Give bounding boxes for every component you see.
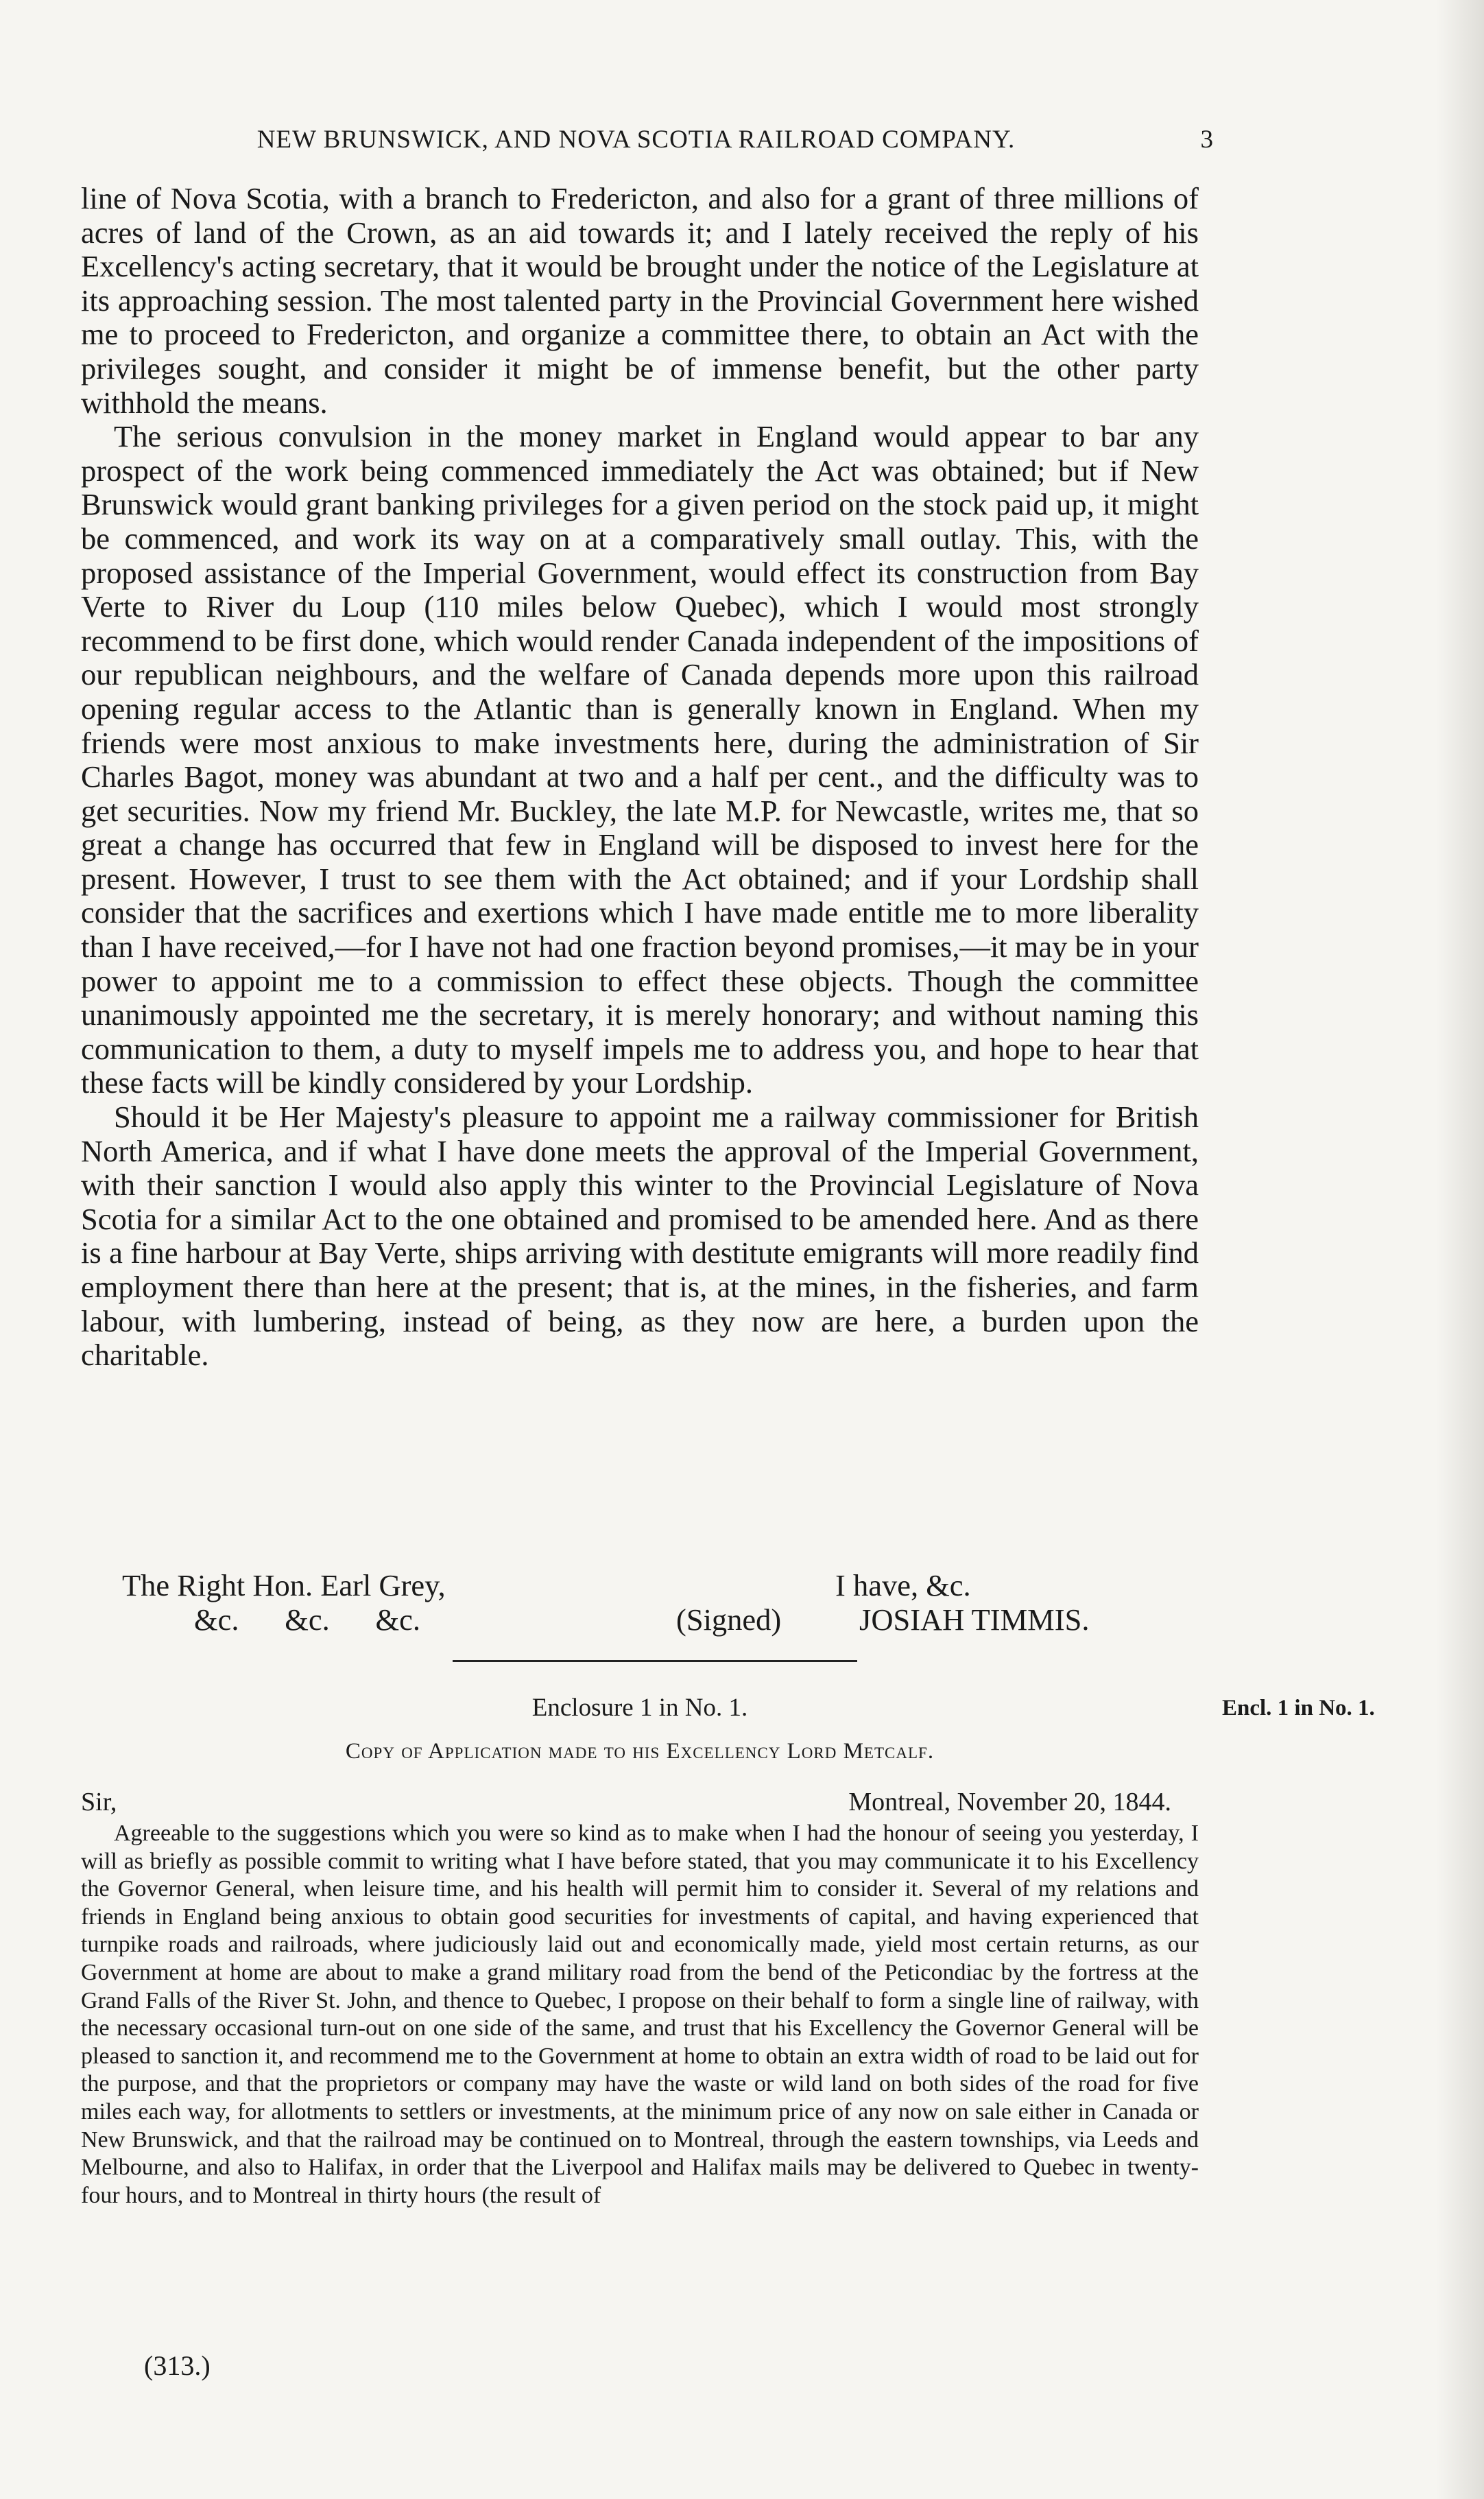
- enclosure-body: [81, 1820, 1199, 2210]
- page-number: 3: [1200, 126, 1214, 154]
- letter-closing: [81, 1567, 1199, 1636]
- section-divider: [453, 1660, 857, 1662]
- page-edge-shadow: [1436, 0, 1484, 2499]
- letter-paragraph: line of Nova Scotia, with a branch to Fredericton, and also for a grant of three millions of acres of land of the Crown, as an aid towards it; and I lately received the reply of his Excellency's acting secretary, that it would be brought under the notice of the Legislature at its approaching session. The most talented party in the Provincial Government here wished me to proceed to Fredericton, and organize a committee there, to obtain an Act with the privileges sought, and consider it might be of immense benefit, but the other party withhold the means.: [81, 181, 1199, 420]
- closing-have: I have, &c.: [835, 1568, 971, 1602]
- enclosure-paragraph: Agreeable to the suggestions which you were so kind as to make when I had the honour of seeing you yesterday, I will as briefly as possible commit to writing what I have before stated, that you may communicate it to his Excellency the Governor General, when leisure time, and his health will permit him to consider it. Several of my relations and friends in England being anxious to obtain good securities for investments of capital, and having experienced that turnpike roads and railroads, where judiciously laid out and economically made, yield most certain returns, as our Government at home are about to make a grand military road from the bend of the Peticondiac by the fortress at the Grand Falls of the River St. John, and thence to Quebec, I propose on their behalf to form a single line of railway, with the necessary occasional turn-out on one side of the same, and trust that his Excellency the Governor General will be pleased to sanction it, and recommend me to the Government at home to obtain an extra width of road to be laid out for the purpose, and that the proprietors or company may have the waste or wild land on both sides of the road for five miles each way, for allotments to settlers or investments, at the minimum price of any now on sale either in Canada or New Brunswick, and that the railroad may be continued on to Montreal, through the eastern townships, via Leeds and Melbourne, and also to Halifax, in order that the Liverpool and Halifax mails may be delivered to Quebec in twenty-four hours, and to Montreal in thirty hours (the result of: [81, 1821, 1199, 2208]
- enclosure-heading: Enclosure 1 in No. 1.: [531, 1694, 748, 1722]
- letter-date: Montreal, November 20, 1844.: [848, 1788, 1171, 1816]
- letter-paragraph: The serious convulsion in the money market in England would appear to bar any prospect of the work being commenced immediately the Act was obtained; but if New Brunswick would grant banking privileges for a given period on the stock paid up, it might be commenced, and work its way on at a comparatively small outlay. This, with the proposed assistance of the Imperial Government, would effect its construction from Bay Verte to River du Loup (110 miles below Quebec), which I would most strongly recommend to be first done, which would render Canada independent of the impositions of our republican neighbours, and the welfare of Canada depends more upon this railroad opening regular access to the Atlantic than is generally known in England. When my friends were most anxious to make investments here, during the administration of Sir Charles Bagot, money was abundant at two and a half per cent., and the difficulty was to get securities. Now my friend Mr. Buckley, the late M.P. for Newcastle, writes me, that so great a change has occurred that few in England will be disposed to invest here for the present. However, I trust to see them with the Act obtained; and if your Lordship shall consider that the sacrifices and exertions which I have made entitle me to more liberality than I have received,—for I have not had one fraction beyond promises,—it may be in your power to appoint me to a commission to effect these objects. Though the committee unanimously appointed me the secretary, it is merely honorary; and without naming this communication to them, a duty to myself impels me to address you, and hope to hear that these facts will be kindly considered by your Lordship.: [81, 419, 1199, 1100]
- salutation-row: [81, 1787, 1199, 1817]
- letter-paragraph: Should it be Her Majesty's pleasure to appoint me a railway commissioner for British North America, and if what I have done meets the approval of the Imperial Government, with their sanction I would also apply this winter to the Provincial Legislature of Nova Scotia for a similar Act to the one obtained and promised to be amended here. And as there is a fine harbour at Bay Verte, ships arriving with destitute emigrants will more readily find employment there than here at the present; that is, at the mines, in the fisheries, and farm labour, with lumbering, instead of being, as they now are here, a burden upon the charitable.: [81, 1100, 1199, 1373]
- running-head-title: NEW BRUNSWICK, AND NOVA SCOTIA RAILROAD COMPANY.: [256, 126, 1016, 154]
- closing-signed: (Signed): [676, 1602, 782, 1637]
- closing-etc: &c. &c. &c.: [194, 1602, 420, 1637]
- running-head: [86, 125, 1214, 154]
- closing-addressee: The Right Hon. Earl Grey,: [122, 1568, 446, 1602]
- letter-body: [81, 182, 1199, 1373]
- signature-mark: (313.): [144, 2350, 211, 2381]
- salutation: Sir,: [81, 1788, 117, 1816]
- signatory-name: JOSIAH TIMMIS.: [859, 1602, 1090, 1637]
- margin-note: Encl. 1 in No. 1.: [1222, 1696, 1375, 1720]
- copy-title: Copy of Application made to his Excellency Lord Metcalf.: [345, 1739, 935, 1764]
